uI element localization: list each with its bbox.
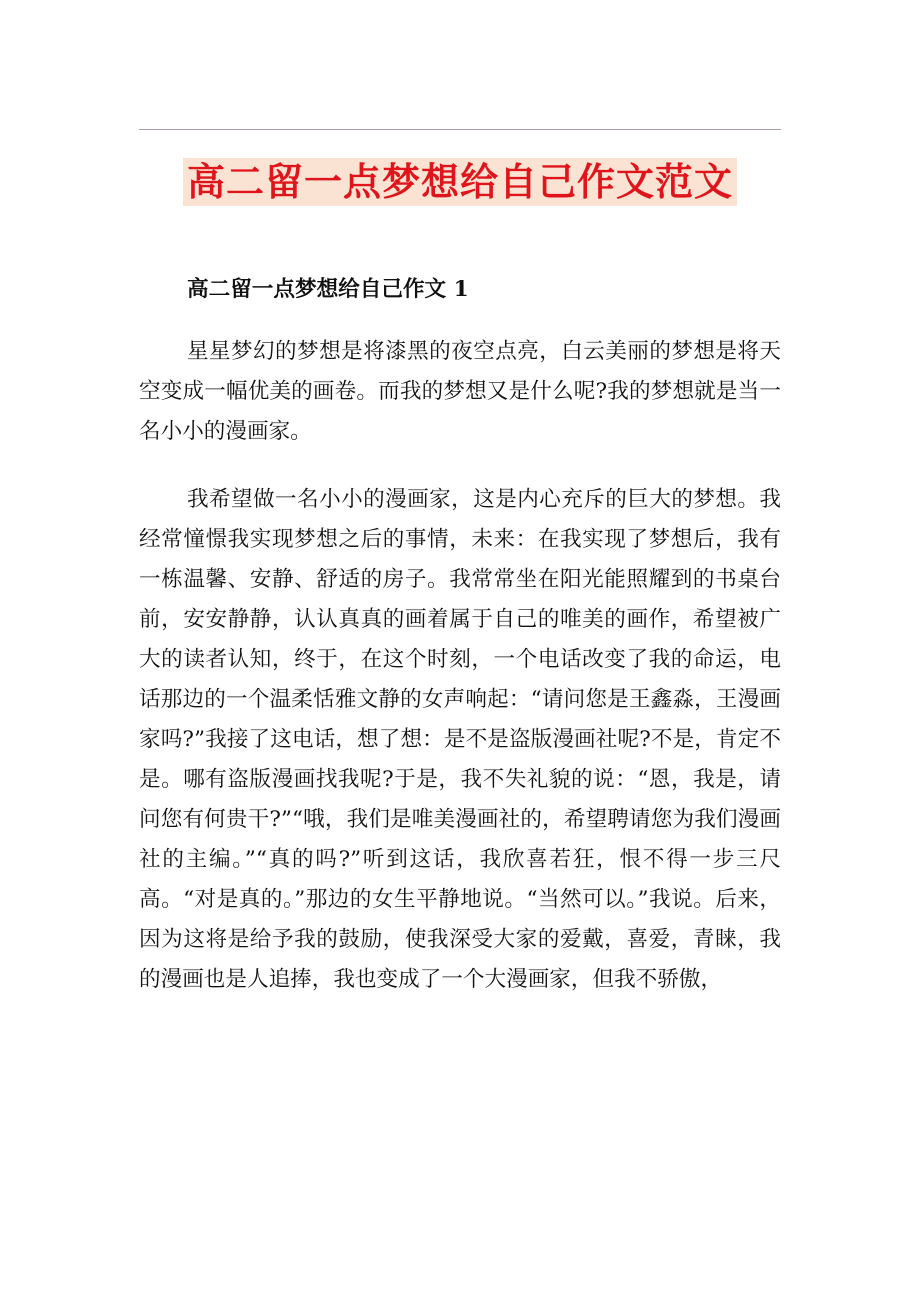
header-divider <box>139 129 781 130</box>
paragraph-1: 星星梦幻的梦想是将漆黑的夜空点亮，白云美丽的梦想是将天空变成一幅优美的画卷。而我的梦想又是什么呢?我的梦想就是当一名小小的漫画家。 <box>139 339 781 444</box>
section-heading: 高二留一点梦想给自己作文 1 <box>187 277 469 302</box>
document-body <box>139 270 781 1028</box>
document-title: 高二留一点梦想给自己作文范文 <box>183 158 737 206</box>
paragraph-2: 我希望做一名小小的漫画家，这是内心充斥的巨大的梦想。我经常憧憬我实现梦想之后的事情，未来：在我实现了梦想后，我有一栋温馨、安静、舒适的房子。我常常坐在阳光能照耀到的书桌台前，安安静静，认认真真的画着属于自己的唯美的画作，希望被广大的读者认知，终于，在这个时刻，一个电话改变了我的命运，电话那边的一个温柔恬雅文静的女声响起：“请问您是王鑫淼，王漫画家吗?”我接了这电话，想了想：是不是盗版漫画社呢?不是，肯定不是。哪有盗版漫画找我呢?于是，我不失礼貌的说：“恩，我是，请问您有何贵干?”“哦，我们是唯美漫画社的，希望聘请您为我们漫画社的主编。”“真的吗?”听到这话，我欣喜若狂，恨不得一步三尺高。“对是真的。”那边的女生平静地说。“当然可以。”我说。后来，因为这将是给予我的鼓励，使我深受大家的爱戴，喜爱，青睐，我的漫画也是人追捧，我也变成了一个大漫画家，但我不骄傲， <box>139 487 781 992</box>
title-container <box>0 158 920 206</box>
